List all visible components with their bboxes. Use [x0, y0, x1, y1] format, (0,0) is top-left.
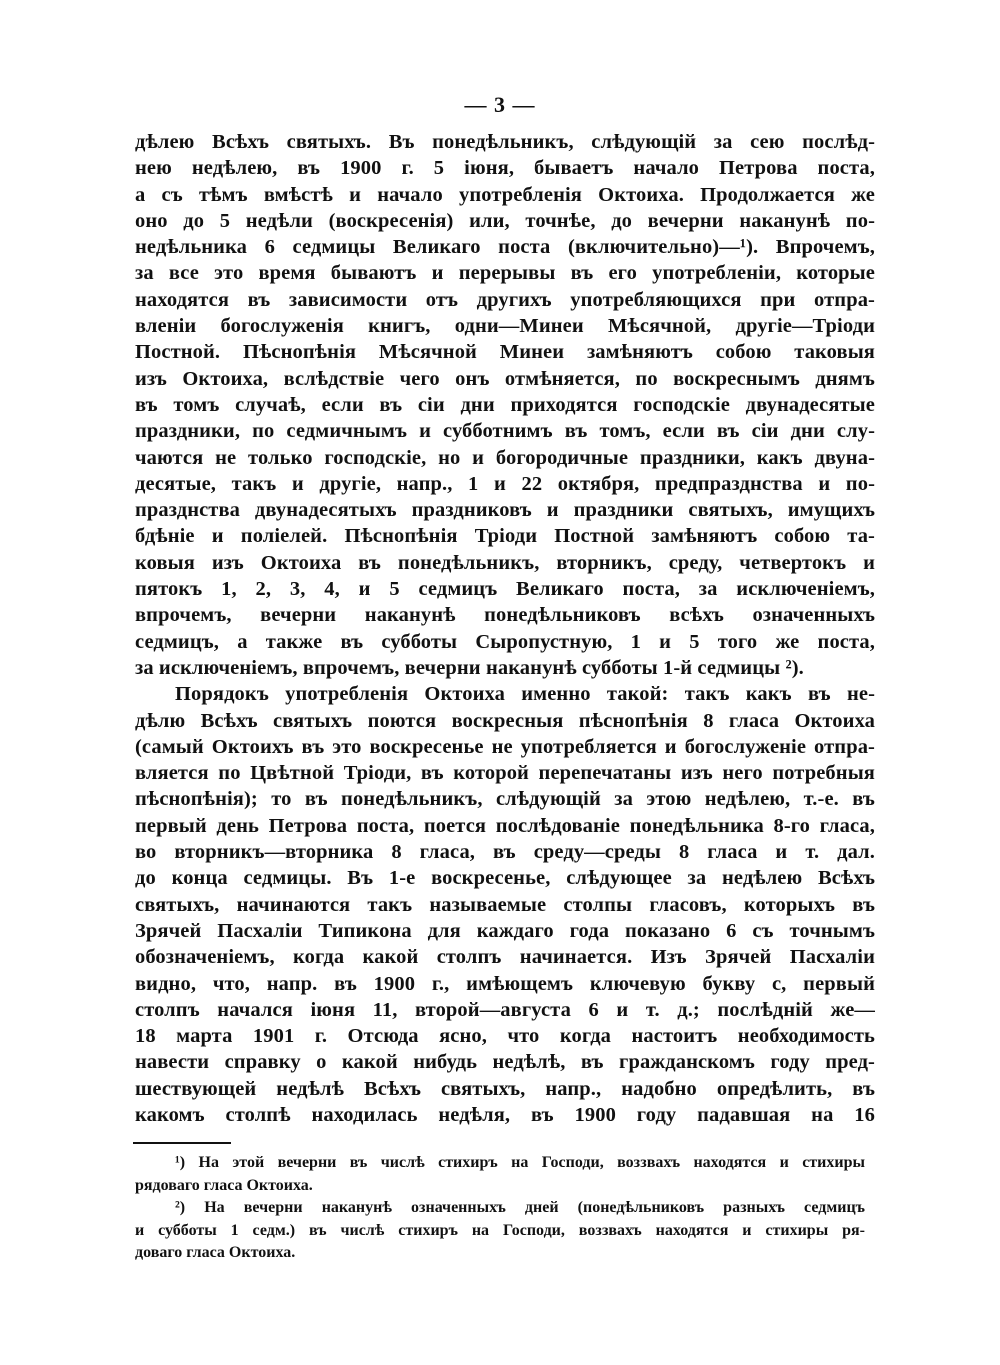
text-line: до конца седмицы. Въ 1-е воскресенье, слѣдующее за недѣлею Всѣхъ [135, 867, 875, 890]
text-line: а съ тѣмъ вмѣстѣ и начало употребленія Октоиха. Продолжается же [135, 183, 875, 206]
page-number: — 3 — [464, 92, 536, 117]
text-line: дѣлею Всѣхъ святыхъ. Въ понедѣльникъ, слѣдующій за сею послѣд- [135, 131, 875, 153]
text-line: (самый Октоихъ въ это воскресенье не употребляется и богослуженіе отпра- [135, 735, 875, 758]
text-line: столпъ начался іюня 11, второй—августа 6 и т. д.; послѣдній же— [135, 998, 875, 1021]
text-line: навести справку о какой нибудь недѣлѣ, въ гражданскомъ году пред- [135, 1051, 875, 1074]
paragraph-end-line: за исключеніемъ, впрочемъ, вечерни наканунѣ субботы 1-й седмицы ²). [135, 656, 804, 679]
text-line: вляется по Цвѣтной Тріоди, въ которой перепечатаны изъ него потребныя [135, 762, 875, 785]
text-line: шествующей недѣлѣ Всѣхъ святыхъ, напр., надобно опредѣлить, въ [135, 1077, 875, 1100]
text-line: первый день Петрова поста, поется послѣдованіе понедѣльника 8-го гласа, [135, 814, 875, 837]
footnote-1-line: ¹) На этой вечерни въ числѣ стихиръ на Господи, воззвахъ находятся и стихиры [175, 1154, 865, 1171]
text-line: видно, что, напр. въ 1900 г., имѣющемъ ключевую букву с, первый [135, 972, 875, 995]
footnote-1-line: рядоваго гласа Октоиха. [135, 1176, 313, 1194]
text-line: святыхъ, начинаются такъ называемые столпы гласовъ, которыхъ въ [135, 893, 875, 916]
text-line: 18 марта 1901 г. Отсюда ясно, что когда настоитъ необходимость [135, 1025, 875, 1048]
footnote-2-line: доваго гласа Октоиха. [135, 1244, 296, 1261]
footnote-separator [133, 1142, 231, 1144]
text-line: праздники, по седмичнымъ и субботнимъ въ томъ, если въ сіи дни слу- [135, 420, 875, 443]
text-line: празднства двунадесятыхъ праздниковъ и праздники святыхъ, имущихъ [135, 499, 875, 522]
text-line: пятокъ 1, 2, 3, 4, и 5 седмицъ Великаго поста, за исключеніемъ, [135, 578, 875, 601]
text-line: за все это время бываютъ и перерывы въ его употребленіи, которые [135, 262, 875, 285]
body-text [135, 129, 875, 1128]
paragraph-start-line: Порядокъ употребленія Октоиха именно такой: такъ какъ въ не- [175, 683, 875, 706]
text-line: десятые, такъ и другіе, напр., 1 и 22 октября, предпразднства и по- [135, 472, 875, 495]
text-line: пѣснопѣнія); то въ понедѣльникъ, слѣдующій за этою недѣлею, т.-е. въ [135, 788, 875, 811]
text-line: недѣльника 6 седмицы Великаго поста (включительно)—¹). Впрочемъ, [135, 236, 875, 259]
text-line: дѣлю Всѣхъ святыхъ поются воскресныя пѣснопѣнія 8 гласа Октоиха [135, 709, 875, 732]
footnotes [135, 1152, 865, 1265]
text-line: изъ Октоиха, вслѣдствіе чего онъ отмѣняется, по воскреснымъ днямъ [135, 367, 875, 390]
text-line: обозначеніемъ, когда какой столпъ начинается. Изъ Зрячей Пасхаліи [135, 946, 875, 969]
text-line: оно до 5 недѣли (воскресенія) или, точнѣе, до вечерни наканунѣ по- [135, 209, 875, 232]
text-line: какомъ столпѣ находилась недѣля, въ 1900 году падавшая на 16 [135, 1103, 875, 1126]
text-line: бдѣніе и поліелей. Пѣснопѣнія Тріоди Постной замѣняютъ собою та- [135, 525, 875, 548]
footnote-2-line: ²) На вечерни наканунѣ означенныхъ дней (понедѣльниковъ разныхъ седмицъ [175, 1199, 865, 1216]
text-line: Постной. Пѣснопѣнія Мѣсячной Минеи замѣняютъ собою таковыя [135, 341, 875, 364]
text-line: впрочемъ, вечерни наканунѣ понедѣльниковъ всѣхъ означенныхъ [135, 604, 875, 627]
footnote-2-line: и субботы 1 седм.) въ числѣ стихиръ на Господи, воззвахъ находятся и стихиры ря- [135, 1221, 865, 1239]
text-line: въ томъ случаѣ, если въ сіи дни приходятся господскіе двунадесятые [135, 393, 875, 416]
text-line: Зрячей Пасхаліи Типикона для каждаго года показано 6 съ точнымъ [135, 919, 875, 942]
text-line: ковыя изъ Октоиха въ понедѣльникъ, вторникъ, среду, четвертокъ и [135, 551, 875, 574]
text-line: седмицъ, а также въ субботы Сыропустную, 1 и 5 того же поста, [135, 630, 875, 653]
text-line: чаются не только господскіе, но и богородичные праздники, какъ двуна- [135, 446, 875, 469]
text-line: нею недѣлею, въ 1900 г. 5 іюня, бываетъ начало Петрова поста, [135, 157, 875, 180]
text-line: вленіи богослуженія книгъ, одни—Минеи Мѣсячной, другіе—Тріоди [135, 315, 875, 338]
text-line: во вторникъ—вторника 8 гласа, въ среду—среды 8 гласа и т. дал. [135, 841, 875, 864]
text-line: находятся въ зависимости отъ другихъ употребляющихся при отпра- [135, 288, 875, 311]
